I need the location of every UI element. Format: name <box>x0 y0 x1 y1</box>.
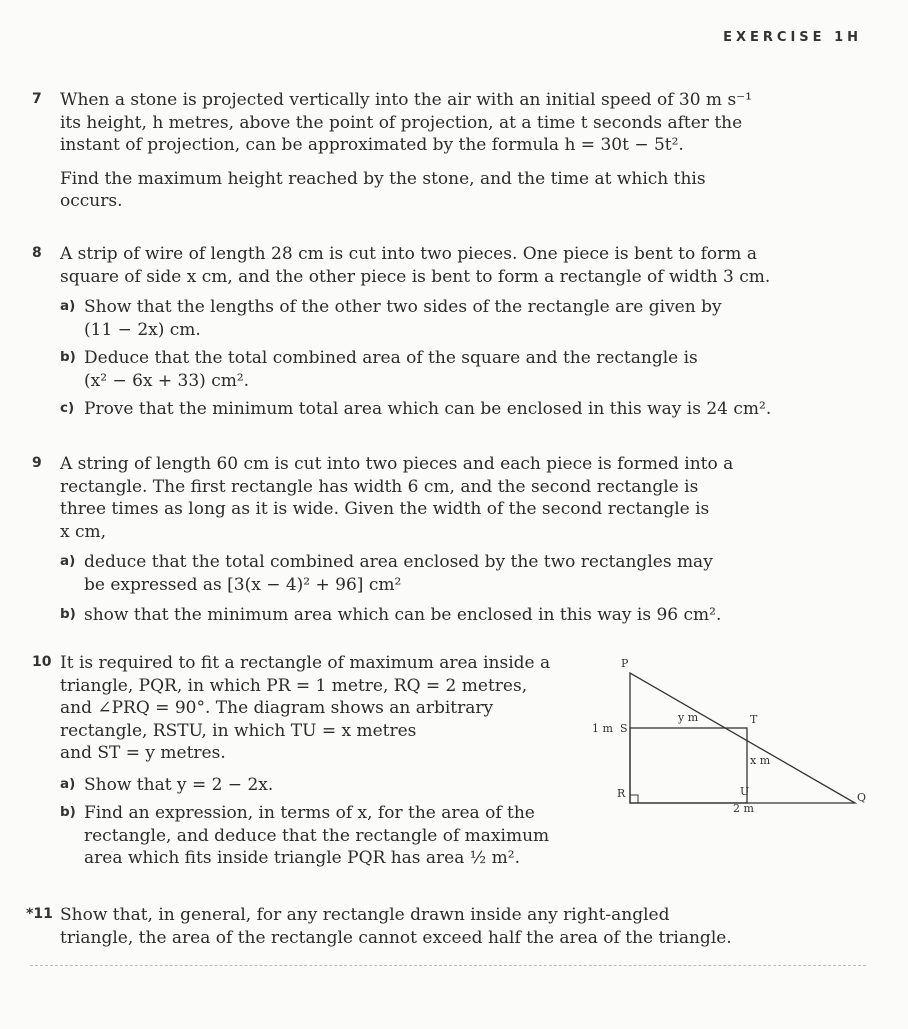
part-label: a) <box>60 553 76 569</box>
part-text-line: Show that y = 2 − 2x. <box>84 774 274 795</box>
part-label: c) <box>60 400 75 416</box>
question-text-line: triangle, the area of the rectangle cannot exceed half the area of the triangle. <box>60 927 732 948</box>
rectangle-rstu <box>630 728 750 803</box>
part-text-line: (11 − 2x) cm. <box>84 319 201 340</box>
question-text-line: rectangle, RSTU, in which TU = x metres <box>60 720 417 741</box>
part-text-line: show that the minimum area which can be enclosed in this way is 96 cm². <box>84 605 722 625</box>
question-text-line: A string of length 60 cm is cut into two pieces and each piece is formed into a <box>60 454 734 474</box>
question-8 <box>32 243 772 421</box>
question-text-line: triangle, PQR, in which PR = 1 metre, RQ = 2 metres, <box>60 675 528 696</box>
part-text-line: area which fits inside triangle PQR has area ½ m². <box>84 848 520 868</box>
question-part-a <box>60 296 771 341</box>
question-text-line: It is required to fit a rectangle of maximum area inside a <box>60 653 551 673</box>
question-text-line: x cm, <box>60 521 107 542</box>
question-text-line: occurs. <box>60 191 123 211</box>
part-text-line: Deduce that the total combined area of the square and the rectangle is <box>84 348 698 368</box>
label-u: U <box>740 785 750 798</box>
question-number: 7 <box>32 91 42 107</box>
label-pr-length: 1 m <box>592 722 613 735</box>
question-text-line: and ∠PRQ = 90°. The diagram shows an arbitrary <box>60 698 494 718</box>
question-text-line: Show that, in general, for any rectangle drawn inside any right-angled <box>60 905 670 925</box>
part-label: a) <box>60 775 76 792</box>
part-text-line: be expressed as [3(x − 4)² + 96] cm² <box>84 574 402 595</box>
part-text-line: (x² − 6x + 33) cm². <box>84 370 250 391</box>
question-text-line: A strip of wire of length 28 cm is cut into two pieces. One piece is bent to form a <box>60 244 757 264</box>
question-part-a <box>60 551 733 596</box>
exercise-header: EXERCISE 1H <box>723 30 862 45</box>
part-text-line: Find an expression, in terms of x, for the area of the <box>84 803 535 823</box>
question-text-line: When a stone is projected vertically into the air with an initial speed of 30 m s⁻¹ <box>60 90 752 110</box>
question-number: 10 <box>32 654 52 670</box>
question-text-line: and ST = y metres. <box>60 743 226 763</box>
page-bottom-rule <box>30 965 866 966</box>
label-t: T <box>750 713 758 726</box>
question-text-line: rectangle. The first rectangle has width 6 cm, and the second rectangle is <box>60 476 699 497</box>
triangle-rectangle-diagram <box>590 655 880 820</box>
question-number: *11 <box>26 906 53 922</box>
label-rq-length: 2 m <box>733 802 754 815</box>
label-s: S <box>620 722 628 735</box>
part-text-line: rectangle, and deduce that the rectangle of maximum <box>84 825 550 846</box>
question-9 <box>32 453 734 627</box>
label-p: P <box>621 657 629 670</box>
part-text-line: Prove that the minimum total area which can be enclosed in this way is 24 cm². <box>84 399 772 419</box>
part-text-line: Show that the lengths of the other two sides of the rectangle are given by <box>84 297 722 317</box>
question-part-c <box>60 398 771 421</box>
question-11 <box>26 904 732 949</box>
question-part-b <box>60 802 550 870</box>
label-tu-length: x m <box>750 754 771 767</box>
part-label: b) <box>60 804 76 820</box>
label-r: R <box>617 787 626 800</box>
question-text-line: its height, h metres, above the point of projection, at a time t seconds after the <box>60 112 743 133</box>
part-label: b) <box>60 606 76 622</box>
part-text-line: deduce that the total combined area enclosed by the two rectangles may <box>84 552 713 572</box>
triangle-pqr <box>630 673 855 803</box>
question-text-line: instant of projection, can be approximated by the formula h = 30t − 5t². <box>60 135 684 155</box>
question-text-line: square of side x cm, and the other piece is bent to form a rectangle of width 3 cm. <box>60 266 771 287</box>
label-q: Q <box>857 791 867 804</box>
question-10 <box>32 652 551 870</box>
question-text-line: Find the maximum height reached by the stone, and the time at which this <box>60 168 706 189</box>
part-label: b) <box>60 349 76 365</box>
question-7 <box>32 89 752 213</box>
part-label: a) <box>60 298 76 314</box>
question-number: 9 <box>32 455 42 471</box>
question-number: 8 <box>32 245 42 261</box>
question-part-b <box>60 604 733 627</box>
question-text-line: three times as long as it is wide. Given the width of the second rectangle is <box>60 499 710 519</box>
question-part-a <box>60 774 550 797</box>
label-st-length: y m <box>678 711 699 724</box>
question-part-b <box>60 347 771 392</box>
right-angle-marker <box>630 795 638 803</box>
